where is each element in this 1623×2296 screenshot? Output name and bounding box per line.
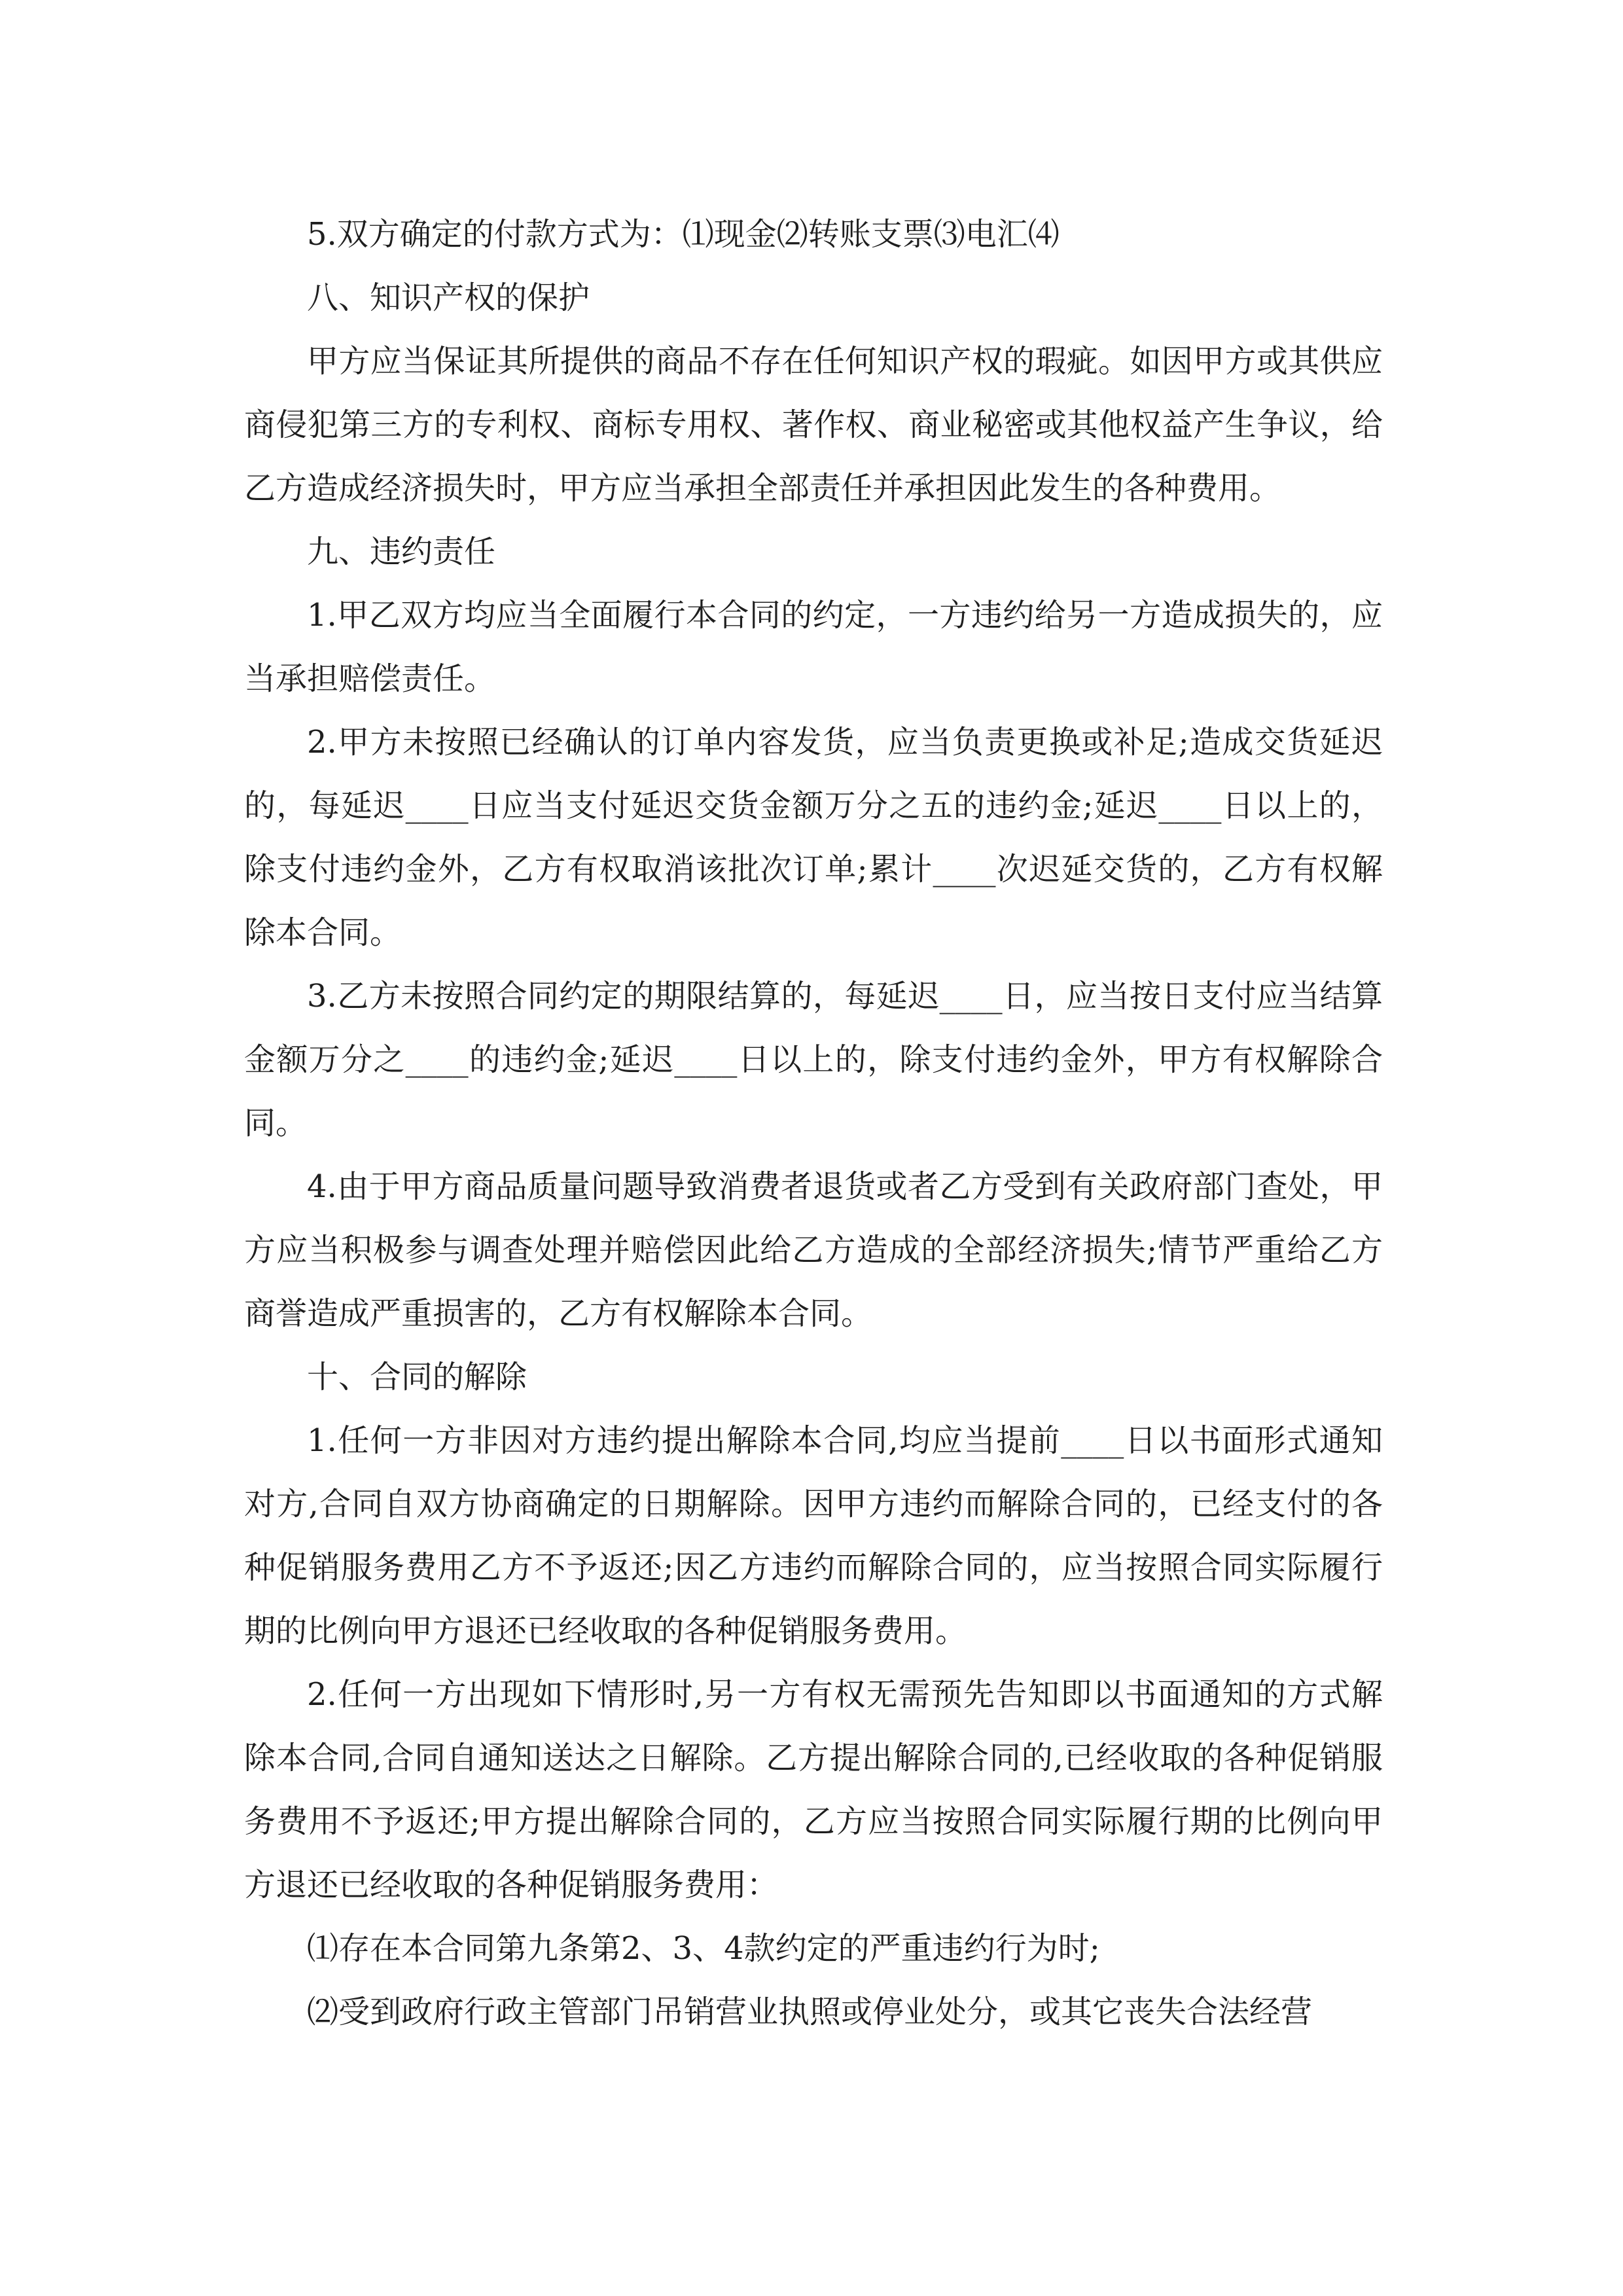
section-heading-breach-liability: 九、违约责任 bbox=[307, 533, 496, 570]
document-body bbox=[244, 203, 1383, 2044]
breach-clause-1: 1.甲乙双方均应当全面履行本合同的约定，一方违约给另一方造成损失的，应当承担赔偿责任。 bbox=[244, 597, 1383, 697]
section-heading-ip-protection: 八、知识产权的保护 bbox=[307, 279, 590, 316]
termination-item-2: ⑵受到政府行政主管部门吊销营业执照或停业处分，或其它丧失合法经营 bbox=[307, 1994, 1313, 2030]
section-heading-termination: 十、合同的解除 bbox=[307, 1359, 527, 1395]
breach-clause-2: 2.甲方未按照已经确认的订单内容发货，应当负责更换或补足;造成交货延迟的，每延迟____日应当支付延迟交货金额万分之五的违约金;延迟____日以上的，除支付违约金外，乙方有权取消该批次订单;累计____次迟延交货的，乙方有权解除本合同。 bbox=[244, 724, 1383, 951]
breach-clause-3: 3.乙方未按照合同约定的期限结算的，每延迟____日，应当按日支付应当结算金额万分之____的违约金;延迟____日以上的，除支付违约金外，甲方有权解除合同。 bbox=[244, 978, 1383, 1141]
termination-item-1: ⑴存在本合同第九条第2、3、4款约定的严重违约行为时; bbox=[307, 1930, 1100, 1967]
termination-clause-1: 1.任何一方非因对方违约提出解除本合同,均应当提前____日以书面形式通知对方,合同自双方协商确定的日期解除。因甲方违约而解除合同的，已经支付的各种促销服务费用乙方不予返还;因乙方违约而解除合同的，应当按照合同实际履行期的比例向甲方退还已经收取的各种促销服务费用。 bbox=[244, 1422, 1383, 1649]
ip-protection-clause: 甲方应当保证其所提供的商品不存在任何知识产权的瑕疵。如因甲方或其供应商侵犯第三方的专利权、商标专用权、著作权、商业秘密或其他权益产生争议，给乙方造成经济损失时，甲方应当承担全部责任并承担因此发生的各种费用。 bbox=[244, 343, 1383, 507]
payment-method-clause: 5.双方确定的付款方式为：⑴现金⑵转账支票⑶电汇⑷ bbox=[307, 216, 1060, 253]
breach-clause-4: 4.由于甲方商品质量问题导致消费者退货或者乙方受到有关政府部门查处，甲方应当积极参与调查处理并赔偿因此给乙方造成的全部经济损失;情节严重给乙方商誉造成严重损害的，乙方有权解除本合同。 bbox=[244, 1168, 1383, 1332]
termination-clause-2: 2.任何一方出现如下情形时,另一方有权无需预先告知即以书面通知的方式解除本合同,合同自通知送达之日解除。乙方提出解除合同的,已经收取的各种促销服务费用不予返还;甲方提出解除合同的，乙方应当按照合同实际履行期的比例向甲方退还已经收取的各种促销服务费用： bbox=[244, 1676, 1383, 1903]
